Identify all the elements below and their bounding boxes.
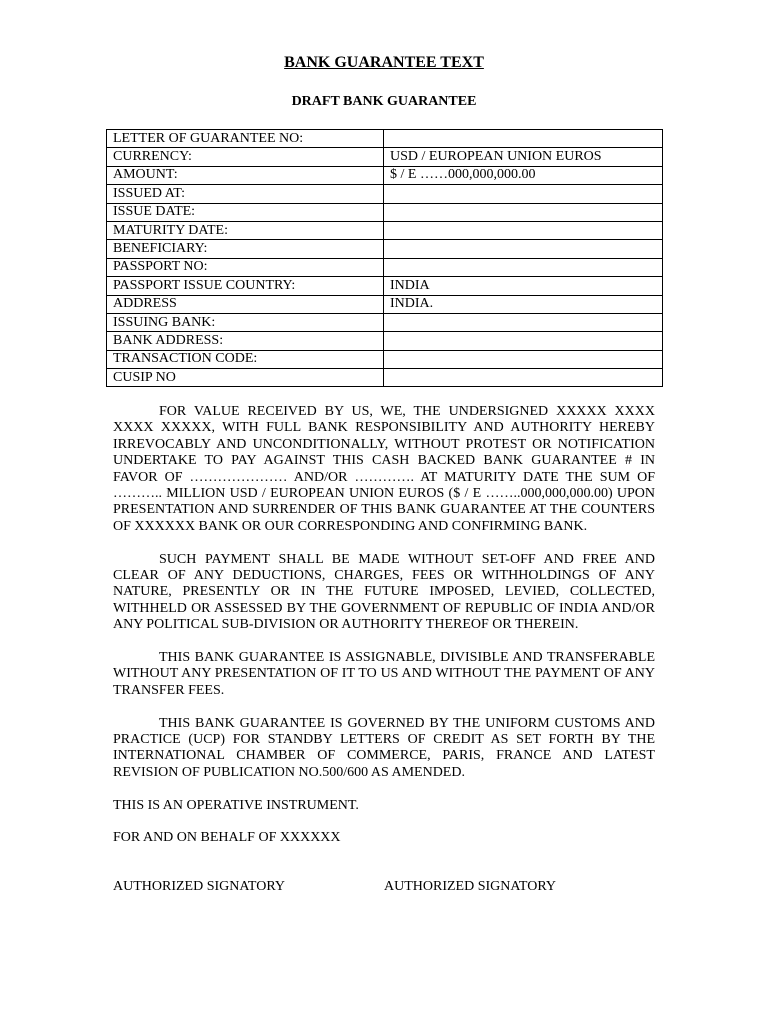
field-value xyxy=(384,313,663,331)
field-value: $ / E ……000,000,000.00 xyxy=(384,166,663,184)
table-row xyxy=(107,332,663,350)
field-label: ISSUED AT: xyxy=(107,185,384,203)
guarantee-details-table xyxy=(106,129,663,387)
paragraph-on-behalf: FOR AND ON BEHALF OF XXXXXX xyxy=(113,830,341,846)
table-row xyxy=(107,277,663,295)
field-value: INDIA xyxy=(384,277,663,295)
field-label: ADDRESS xyxy=(107,295,384,313)
table-row xyxy=(107,369,663,387)
paragraph-governing-rules: THIS BANK GUARANTEE IS GOVERNED BY THE UNIFORM CUSTOMS AND PRACTICE (UCP) FOR STANDBY LETTERS OF CREDIT AS SET FORTH BY THE INTERNATIONAL CHAMBER OF COMMERCE, PARIS, FRANCE AND LATEST REVISION OF PUBLICATION NO.500/600 AS AMENDED. xyxy=(113,715,655,780)
field-value xyxy=(384,350,663,368)
field-value xyxy=(384,221,663,239)
field-value: USD / EUROPEAN UNION EUROS xyxy=(384,148,663,166)
field-value: INDIA. xyxy=(384,295,663,313)
field-label: TRANSACTION CODE: xyxy=(107,350,384,368)
signatory-left: AUTHORIZED SIGNATORY xyxy=(113,879,286,894)
field-value xyxy=(384,203,663,221)
field-label: LETTER OF GUARANTEE NO: xyxy=(107,130,384,148)
paragraph-value-received: FOR VALUE RECEIVED BY US, WE, THE UNDERSIGNED XXXXX XXXX XXXX XXXXX, WITH FULL BANK RESPONSIBILITY AND AUTHORITY HEREBY IRREVOCABLY AND UNCONDITIONALLY, WITHOUT PROTEST OR NOTIFICATION UNDERTAKE TO PAY AGAINST THIS CASH BACKED BANK GUARANTEE # IN FAVOR OF ………………… AND/OR …………. AT MATURITY DATE THE SUM OF ……….. MILLION USD / EUROPEAN UNION EUROS ($ / E ……..000,000,000.00) UPON PRESENTATION AND SURRENDER OF THIS BANK GUARANTEE AT THE COUNTERS OF XXXXXX BANK OR OUR CORRESPONDING AND CONFIRMING BANK. xyxy=(113,404,655,534)
field-label: AMOUNT: xyxy=(107,166,384,184)
table-row xyxy=(107,313,663,331)
field-label: CURRENCY: xyxy=(107,148,384,166)
field-label: ISSUING BANK: xyxy=(107,313,384,331)
field-value xyxy=(384,369,663,387)
field-label: CUSIP NO xyxy=(107,369,384,387)
field-label: BANK ADDRESS: xyxy=(107,332,384,350)
field-value xyxy=(384,332,663,350)
table-row xyxy=(107,350,663,368)
field-label: BENEFICIARY: xyxy=(107,240,384,258)
document-subtitle: DRAFT BANK GUARANTEE xyxy=(291,94,477,109)
table-row xyxy=(107,148,663,166)
field-label: PASSPORT NO: xyxy=(107,258,384,276)
table-row xyxy=(107,203,663,221)
field-label: MATURITY DATE: xyxy=(107,221,384,239)
paragraph-operative: THIS IS AN OPERATIVE INSTRUMENT. xyxy=(113,797,359,813)
field-value xyxy=(384,130,663,148)
table-row xyxy=(107,240,663,258)
field-label: ISSUE DATE: xyxy=(107,203,384,221)
field-label: PASSPORT ISSUE COUNTRY: xyxy=(107,277,384,295)
table-row xyxy=(107,258,663,276)
signatory-right: AUTHORIZED SIGNATORY xyxy=(384,879,557,894)
field-value xyxy=(384,185,663,203)
table-row xyxy=(107,166,663,184)
field-value xyxy=(384,240,663,258)
paragraph-assignable: THIS BANK GUARANTEE IS ASSIGNABLE, DIVISIBLE AND TRANSFERABLE WITHOUT ANY PRESENTATION OF IT TO US AND WITHOUT THE PAYMENT OF ANY TRANSFER FEES. xyxy=(113,650,655,698)
table-row xyxy=(107,221,663,239)
table-row xyxy=(107,130,663,148)
table-row xyxy=(107,185,663,203)
paragraph-payment-terms: SUCH PAYMENT SHALL BE MADE WITHOUT SET-OFF AND FREE AND CLEAR OF ANY DEDUCTIONS, CHARGES, FEES OR WITHHOLDINGS OF ANY NATURE, PRESENTLY OR IN THE FUTURE IMPOSED, LEVIED, COLLECTED, WITHHELD OR ASSESSED BY THE GOVERNMENT OF REPUBLIC OF INDIA AND/OR ANY POLITICAL SUB-DIVISION OR AUTHORITY THEREOF OR THEREIN. xyxy=(113,551,655,633)
table-row xyxy=(107,295,663,313)
field-value xyxy=(384,258,663,276)
guarantee-body xyxy=(113,404,655,863)
document-title: BANK GUARANTEE TEXT xyxy=(284,54,484,71)
